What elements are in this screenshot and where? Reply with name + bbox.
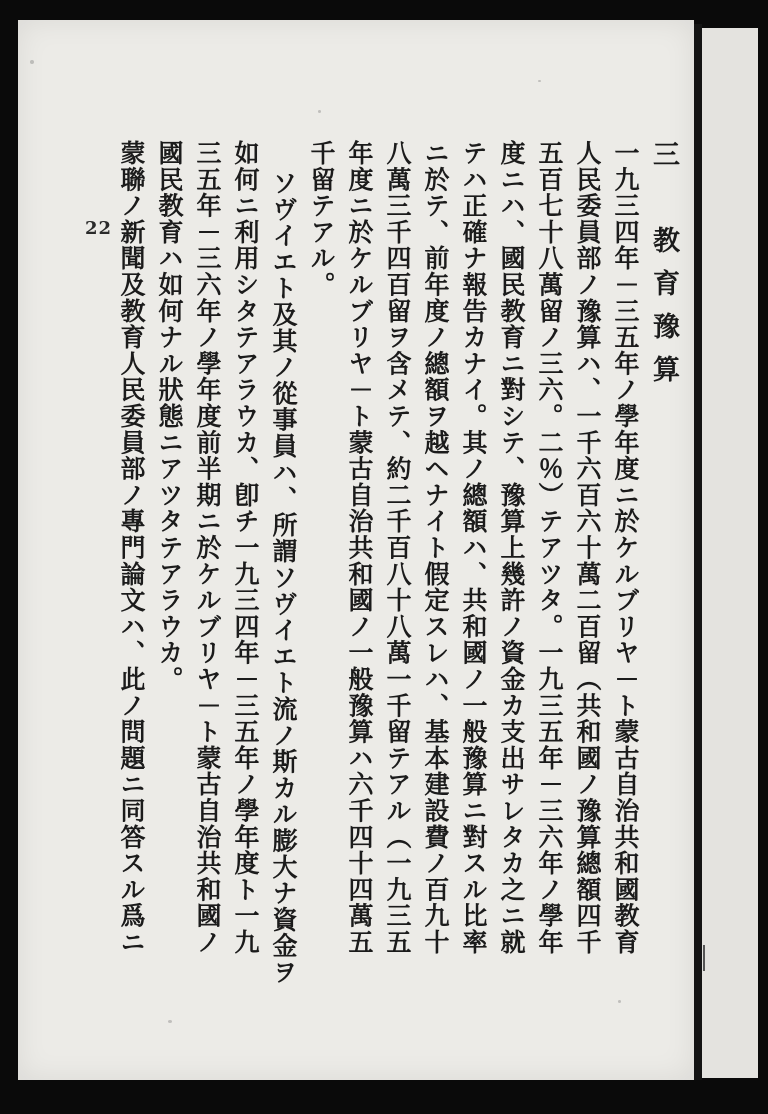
text-column-11: 如何ニ利用シタテアラウカ、卽チ一九三四年－三五年ノ學年度ト一九 <box>231 140 260 956</box>
text-column-10: ソヴイエト及其ノ從事員ハ、所謂ソヴイエト流ノ斯カル膨大ナ資金ヲ <box>269 170 298 986</box>
text-column-2: 人民委員部ノ豫算ハ、一千六百六十萬二百留（共和國ノ豫算總額四千 <box>573 140 602 956</box>
section-heading: 三 教育豫算 <box>648 140 679 398</box>
paper-smudge <box>538 80 541 82</box>
text-column-14: 蒙聯ノ新聞及教育人民委員部ノ專門論文ハ、此ノ問題ニ同答スル爲ニ <box>117 140 146 956</box>
page-number: 22 <box>85 218 113 239</box>
text-column-12: 三五年－三六年ノ學年度前半期ニ於ケルブリヤ－ト蒙古自治共和國ノ <box>193 140 222 956</box>
paper-smudge <box>168 1020 172 1023</box>
text-column-1: 一九三四年－三五年ノ學年度ニ於ケルブリヤ－ト蒙古自治共和國教育 <box>611 140 640 956</box>
text-column-8: 年度ニ於ケルブリヤ－ト蒙古自治共和國ノ一般豫算ハ六千四十四萬五 <box>345 140 374 956</box>
page-gutter-edge <box>694 24 702 1080</box>
text-column-6: ニ於テ、前年度ノ總額ヲ越ヘナイト假定スレハ、基本建設費ノ百九十 <box>421 140 450 956</box>
text-column-4: 度ニハ、國民教育ニ對シテ、豫算上幾許ノ資金カ支出サレタカ之ニ就 <box>497 140 526 956</box>
paper-smudge <box>318 110 321 113</box>
text-column-7: 八萬三千四百留ヲ含メテ、約二千百八十八萬一千留テアル（一九三五 <box>383 140 412 956</box>
text-column-5: テハ正確ナ報告カナイ。其ノ總額ハ、共和國ノ一般豫算ニ對スル比率 <box>459 140 488 956</box>
paper-smudge <box>30 60 34 64</box>
adjacent-page-strip <box>702 28 758 1078</box>
text-column-9: 千留テアル。 <box>307 140 336 298</box>
adjacent-page-mark <box>703 945 705 971</box>
paper-smudge <box>618 1000 621 1003</box>
text-column-3: 五百七十八萬留ノ三六。二％）テアツタ。一九三五年－三六年ノ學年 <box>535 140 564 956</box>
text-column-13: 國民教育ハ如何ナル狀態ニアツタテアラウカ。 <box>155 140 184 693</box>
